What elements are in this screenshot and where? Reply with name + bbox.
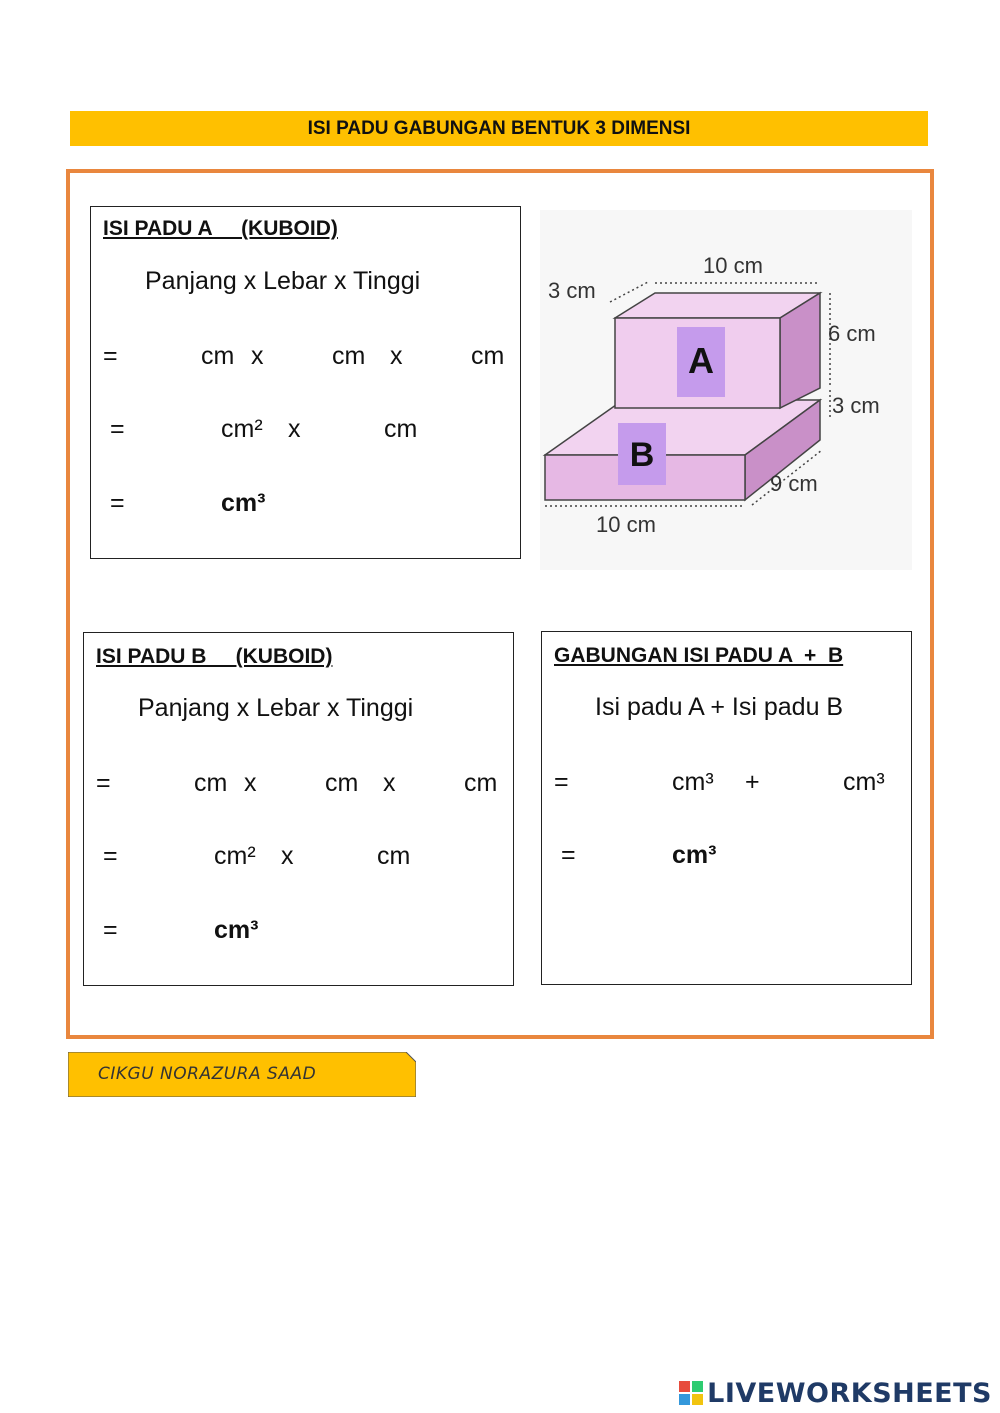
total-unit-a: cm³ [672,768,714,796]
volume-b-unit-area: cm² [214,842,256,870]
volume-a-eq-2: = [110,415,125,443]
volume-a-eq-1: = [103,342,118,370]
total-eq-1: = [554,768,569,796]
label-a: A [688,340,714,381]
dim-a-height: 6 cm [828,321,876,346]
total-volume-formula: Isi padu A + Isi padu B [595,693,844,721]
volume-b-unit-volume: cm³ [214,916,259,944]
brand-logo [679,1377,992,1409]
volume-a-unit-volume: cm³ [221,489,266,517]
worksheet-title: ISI PADU GABUNGAN BENTUK 3 DIMENSI [70,111,928,146]
volume-b-times-1: x [244,769,257,797]
author-tag [68,1052,416,1097]
total-unit-volume: cm³ [672,841,717,869]
dim-bottom: 10 cm [596,512,656,537]
volume-a-unit-1: cm [201,342,235,370]
volume-a-unit-2: cm [332,342,366,370]
total-eq-2: = [561,841,576,869]
composite-cuboid-diagram [540,210,912,570]
volume-b-unit-3: cm [464,769,498,797]
volume-a-box [90,206,521,559]
volume-a-times-2: x [390,342,403,370]
volume-b-heading: ISI PADU B (KUBOID) [96,645,333,668]
label-b: B [629,436,655,474]
brand-name: LIVEWORKSHEETS [707,1377,992,1409]
volume-a-heading: ISI PADU A (KUBOID) [103,217,338,240]
volume-b-times-3: x [281,842,294,870]
total-volume-box [541,631,912,985]
volume-b-eq-1: = [96,769,111,797]
volume-b-formula: Panjang x Lebar x Tinggi [138,694,414,722]
total-unit-b: cm³ [843,768,885,796]
volume-b-eq-2: = [103,842,118,870]
author-name: CIKGU NORAZURA SAAD [98,1064,317,1084]
volume-a-times-3: x [288,415,301,443]
volume-a-unit-4: cm [384,415,418,443]
volume-b-unit-2: cm [325,769,359,797]
volume-b-times-2: x [383,769,396,797]
total-plus: + [745,768,760,796]
brand-icon [679,1381,703,1405]
total-volume-heading: GABUNGAN ISI PADU A + B [554,644,844,667]
volume-a-times-1: x [251,342,264,370]
volume-a-formula: Panjang x Lebar x Tinggi [145,267,421,295]
dim-b-depth: 9 cm [770,471,818,496]
volume-b-unit-4: cm [377,842,411,870]
volume-b-unit-1: cm [194,769,228,797]
volume-b-eq-3: = [103,916,118,944]
dim-top: 10 cm [703,253,763,278]
volume-b-box [83,632,514,986]
dim-depth: 3 cm [548,278,596,303]
volume-a-eq-3: = [110,489,125,517]
volume-a-unit-area: cm² [221,415,263,443]
volume-a-unit-3: cm [471,342,505,370]
dim-b-height: 3 cm [832,393,880,418]
